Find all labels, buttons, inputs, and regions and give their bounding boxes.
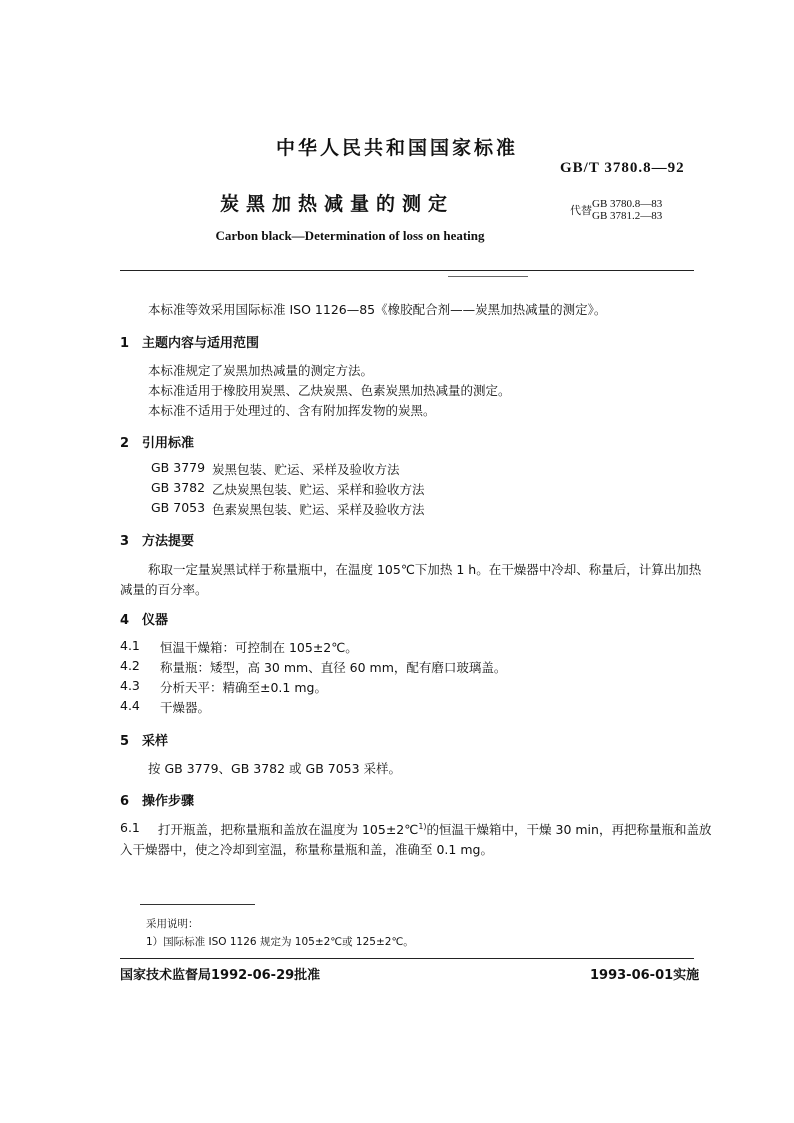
clause-text: 称量瓶：矮型，高 30 mm、直径 60 mm，配有磨口玻璃盖。 (160, 660, 507, 675)
clause-number: 6.1 (120, 820, 140, 835)
section-6-line-1-b: 的恒温干燥箱中，干燥 30 min，再把称量瓶和盖放 (426, 822, 712, 837)
section-5-para: 按 GB 3779、GB 3782 或 GB 7053 采样。 (148, 761, 402, 776)
section-6-line-2: 入干燥器中，使之冷却到室温，称量称量瓶和盖，准确至 0.1 mg。 (120, 842, 493, 857)
approval-line: 国家技术监督局1992-06-29批准 (120, 968, 321, 983)
reference-code: GB 3782 (151, 480, 206, 495)
section-1-heading: 1 主题内容与适用范围 (120, 336, 260, 351)
effective-date-line: 1993-06-01实施 (590, 968, 700, 983)
section-3-line-1: 称取一定量炭黑试样于称量瓶中，在温度 105℃下加热 1 h。在干燥器中冷却、称量后，计算出加热 (148, 562, 702, 577)
footnote-title: 采用说明： (146, 918, 199, 930)
standard-code: GB/T 3780.8—92 (560, 160, 685, 176)
national-standard-title: 中华人民共和国国家标准 (275, 137, 518, 159)
intro-paragraph: 本标准等效采用国际标准 ISO 1126—85《橡胶配合剂——炭黑加热减量的测定》。 (148, 302, 607, 317)
section-3-heading: 3 方法提要 (120, 534, 195, 549)
clause-text: 恒温干燥箱：可控制在 105±2℃。 (160, 640, 358, 655)
clause-text: 干燥器。 (160, 700, 211, 715)
top-rule (120, 270, 694, 271)
reference-title: 炭黑包装、贮运、采样及验收方法 (212, 462, 400, 477)
section-4-heading: 4 仪器 (120, 613, 169, 628)
bottom-rule (120, 958, 694, 959)
section-6-line-1-a: 打开瓶盖，把称量瓶和盖放在温度为 105±2℃ (158, 822, 419, 837)
clause-number: 4.3 (120, 678, 140, 693)
section-5-heading: 5 采样 (120, 734, 169, 749)
document-title-cn: 炭黑加热减量的测定 (220, 193, 455, 215)
section-1-para-2: 本标准适用于橡胶用炭黑、乙炔炭黑、色素炭黑加热减量的测定。 (148, 383, 511, 398)
replaces-codes (592, 198, 662, 222)
clause-number: 4.4 (120, 698, 140, 713)
section-6-line-1 (158, 820, 711, 838)
footnote-text: 1）国际标准 ISO 1126 规定为 105±2℃或 125±2℃。 (146, 936, 414, 948)
clause-text: 分析天平：精确至±0.1 mg。 (160, 680, 327, 695)
replaces-code-1: GB 3780.8—83 (592, 198, 663, 210)
section-3-line-2: 减量的百分率。 (120, 582, 208, 597)
reference-code: GB 3779 (151, 460, 206, 475)
replaces-label: 代替 (570, 204, 592, 217)
replaces-block (570, 198, 662, 222)
section-2-heading: 2 引用标准 (120, 436, 195, 451)
reference-title: 色素炭黑包装、贮运、采样及验收方法 (212, 502, 425, 517)
footnote-marker: 1) (418, 821, 427, 831)
section-1-para-1: 本标准规定了炭黑加热减量的测定方法。 (148, 363, 374, 378)
section-1-para-3: 本标准不适用于处理过的、含有附加挥发物的炭黑。 (148, 403, 436, 418)
clause-number: 4.1 (120, 638, 140, 653)
section-6-heading: 6 操作步骤 (120, 794, 195, 809)
reference-code: GB 7053 (151, 500, 206, 515)
replaces-code-2: GB 3781.2—83 (592, 210, 663, 222)
footnote-rule (140, 904, 255, 905)
reference-title: 乙炔炭黑包装、贮运、采样和验收方法 (212, 482, 425, 497)
top-rule-short (448, 276, 528, 277)
document-title-en: Carbon black—Determination of loss on heating (215, 228, 485, 243)
clause-number: 4.2 (120, 658, 140, 673)
